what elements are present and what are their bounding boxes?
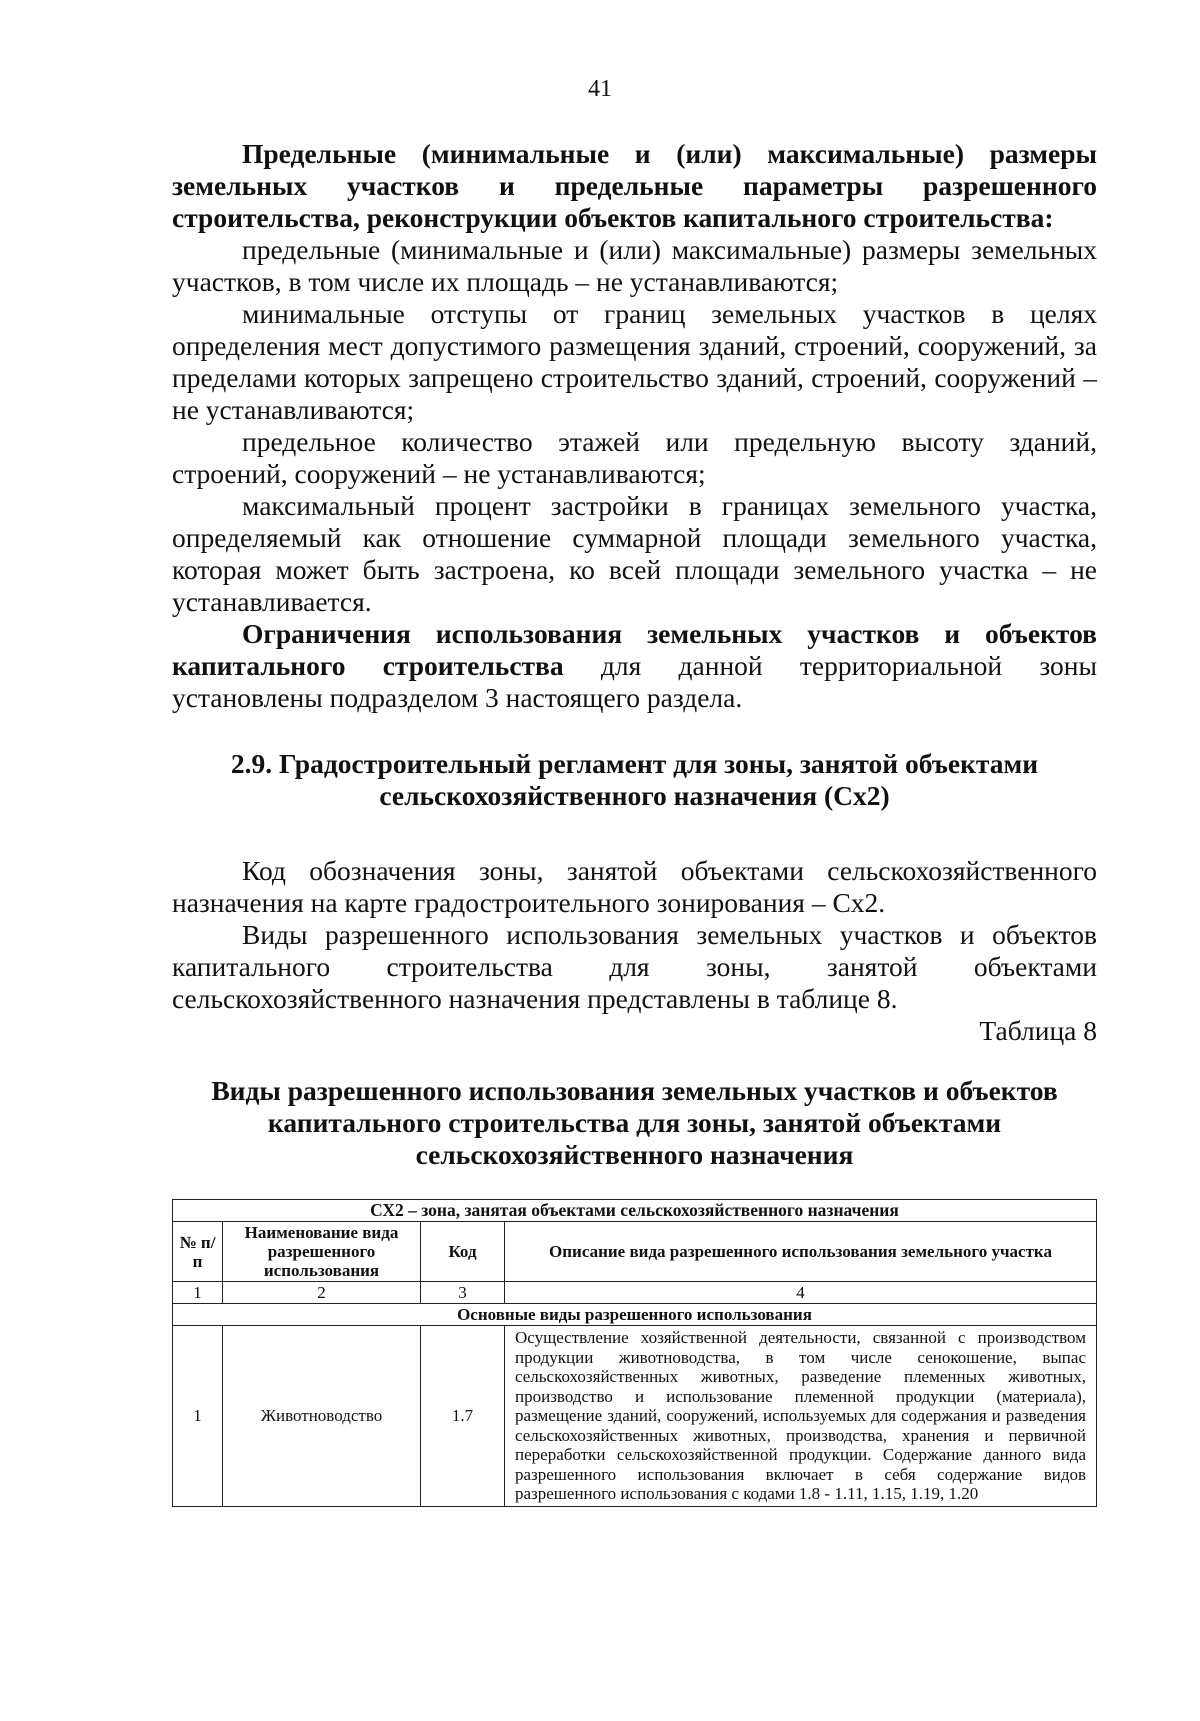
col-header-num: № п/п <box>173 1222 223 1282</box>
col-number: 4 <box>505 1282 1097 1304</box>
table-title-line-2: капитального строительства для зоны, занятой объектами <box>267 1107 1002 1138</box>
group-header-row <box>173 1304 1097 1326</box>
restrictions-rest: для данной территориальной зоны установлены подразделом 3 настоящего раздела. <box>172 650 1097 713</box>
row-num: 1 <box>173 1326 223 1507</box>
restrictions-bold: Ограничения использования земельных участков и объектов капитального строительства <box>172 618 1097 681</box>
col-header-desc: Описание вида разрешенного использования земельного участка <box>505 1222 1097 1282</box>
row-code: 1.7 <box>421 1326 505 1507</box>
column-number-row <box>173 1282 1097 1304</box>
section-title <box>172 748 1097 812</box>
parameter-item-1: предельные (минимальные и (или) максимальные) размеры земельных участков, в том числе их площадь – не устанавливаются; <box>172 234 1097 297</box>
zone-uses-paragraph: Виды разрешенного использования земельных участков и объектов капитального строительства для зоны, занятой объектами сельскохозяйственного назначения представлены в таблице 8. <box>172 919 1097 1014</box>
col-number: 2 <box>223 1282 421 1304</box>
page-number: 41 <box>588 76 612 102</box>
parameter-item-3: предельное количество этажей или предельную высоту зданий, строений, сооружений – не устанавливаются; <box>172 426 1097 489</box>
section-title-line-1: 2.9. Градостроительный регламент для зоны, занятой объектами <box>230 748 1039 779</box>
col-header-code: Код <box>421 1222 505 1282</box>
parameter-item-4: максимальный процент застройки в границах земельного участка, определяемый как отношение суммарной площади земельного участка, которая может быть застроена, ко всей площади земельного участка – не устанавливается. <box>172 490 1097 617</box>
row-name: Животноводство <box>223 1326 421 1507</box>
zone-header: СХ2 – зона, занятая объектами сельскохозяйственного назначения <box>173 1200 1097 1222</box>
col-number: 1 <box>173 1282 223 1304</box>
section-intro <box>172 855 1097 1047</box>
table-title <box>172 1075 1097 1171</box>
group-header: Основные виды разрешенного использования <box>173 1304 1097 1326</box>
col-number: 3 <box>421 1282 505 1304</box>
restrictions-paragraph <box>172 618 1097 714</box>
table-title-line-1: Виды разрешенного использования земельных участков и объектов <box>211 1075 1058 1106</box>
table-row <box>173 1326 1097 1507</box>
zone-code-paragraph: Код обозначения зоны, занятой объектами сельскохозяйственного назначения на карте градостроительного зонирования – Сх2. <box>172 855 1097 918</box>
table-title-line-3: сельскохозяйственного назначения <box>415 1139 854 1170</box>
uses-table <box>172 1199 1097 1507</box>
zone-header-row <box>173 1200 1097 1222</box>
parameters-heading: Предельные (минимальные и (или) максимальные) размеры земельных участков и предельные параметры разрешенного строительства, реконструкции объектов капитального строительства: <box>172 138 1097 233</box>
row-desc: Осуществление хозяйственной деятельности, связанной с производством продукции животноводства, в том числе сенокошение, выпас сельскохозяйственных животных, разведение племенных животных, производство и использование племенной продукции (материала), размещение зданий, сооружений, используемых для содержания и разведения сельскохозяйственных животных, производства, хранения и первичной переработки сельскохозяйственной продукции. Содержание данного вида разрешенного использования включает в себя содержание видов разрешенного использования с кодами 1.8 - 1.11, 1.15, 1.19, 1.20 <box>505 1326 1097 1507</box>
section-parameters <box>172 138 1097 714</box>
table-label: Таблица 8 <box>979 1015 1097 1046</box>
col-header-name: Наименование вида разрешенного использования <box>223 1222 421 1282</box>
section-title-line-2: сельскохозяйственного назначения (Сх2) <box>379 780 890 811</box>
parameter-item-2: минимальные отступы от границ земельных участков в целях определения мест допустимого размещения зданий, строений, сооружений, за пределами которых запрещено строительство зданий, строений, сооружений – не устанавливаются; <box>172 298 1097 425</box>
column-header-row <box>173 1222 1097 1282</box>
